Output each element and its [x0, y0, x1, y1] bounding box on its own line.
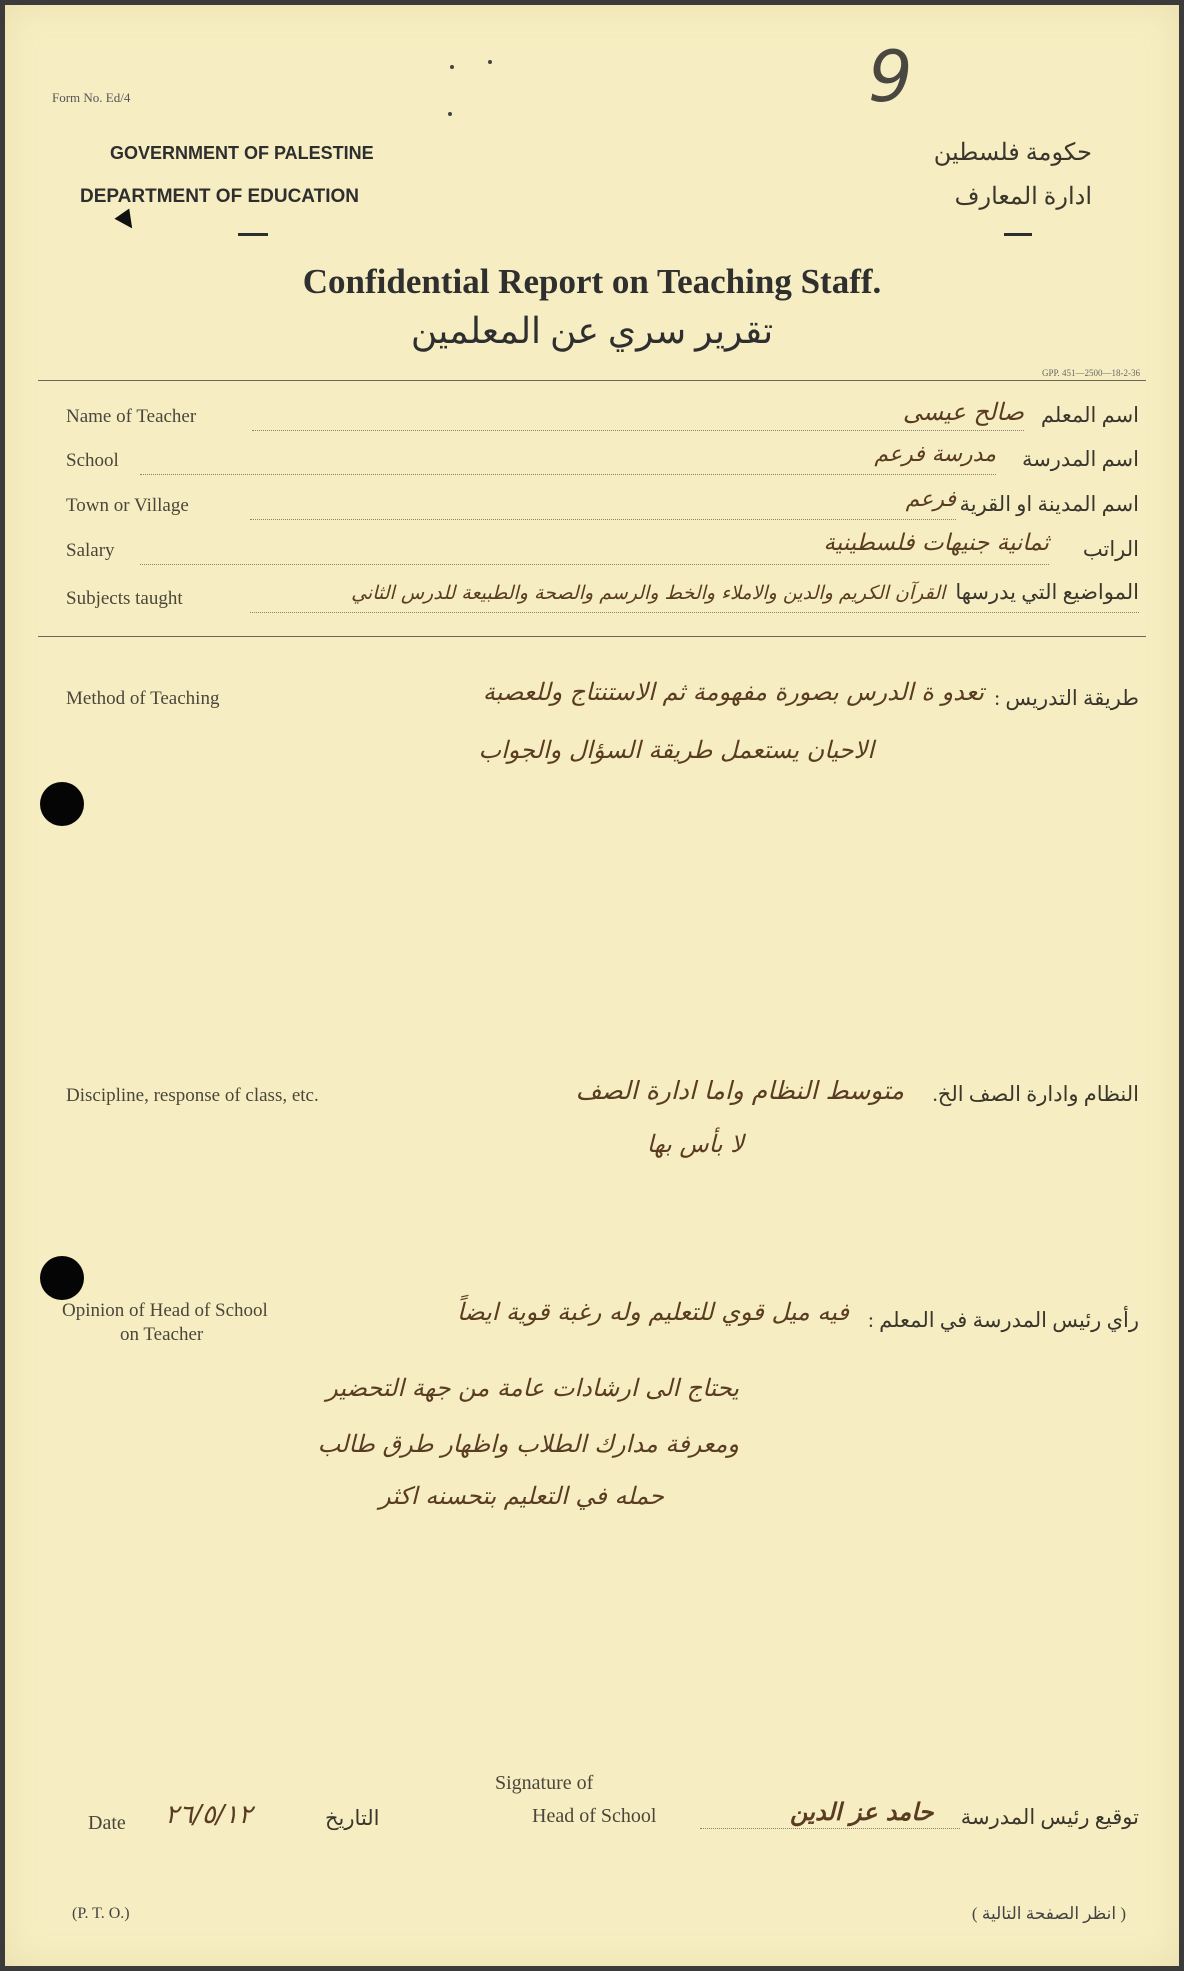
- salary-rule: [140, 564, 1049, 565]
- subjects-value: القرآن الكريم والدين والاملاء والخط والرسم والصحة والطبيعة للدرس الثاني: [351, 582, 946, 604]
- school-rule: [140, 474, 996, 475]
- method-line-1: تعدو ة الدرس بصورة مفهومة ثم الاستنتاج وللعصبة: [482, 678, 984, 706]
- punch-hole-lower: [40, 1256, 84, 1300]
- pto-en: (P. T. O.): [72, 1905, 130, 1922]
- discipline-line-2: لا بأس بها: [646, 1130, 744, 1158]
- signature-label-1: Signature of: [495, 1772, 594, 1794]
- opinion-label-en-1: Opinion of Head of School: [62, 1300, 268, 1321]
- method-label-en: Method of Teaching: [66, 688, 220, 709]
- signature-rule: [700, 1828, 960, 1829]
- department-heading-ar: ادارة المعارف: [954, 184, 1092, 210]
- government-heading-en: GOVERNMENT OF PALESTINE: [110, 143, 374, 163]
- pto-ar: ( انظر الصفحة التالية ): [971, 1904, 1126, 1923]
- subjects-rule: [250, 612, 1139, 613]
- town-label-ar: اسم المدينة او القرية: [959, 492, 1139, 516]
- opinion-line-2: يحتاج الى ارشادات عامة من جهة التحضير: [326, 1374, 739, 1402]
- teacher-name-rule: [252, 430, 1024, 431]
- salary-label-en: Salary: [66, 540, 115, 561]
- subjects-line: [351, 580, 1139, 605]
- government-heading-ar: حكومة فلسطين: [933, 140, 1092, 166]
- ink-speck: [450, 65, 454, 69]
- subjects-label-en: Subjects taught: [66, 588, 183, 609]
- opinion-line-1: فيه ميل قوي للتعليم وله رغبة قوية ايضاً: [456, 1298, 849, 1326]
- town-rule: [250, 519, 956, 520]
- header-dash-left: [238, 233, 268, 236]
- signature-value: حامد عز الدين: [790, 1798, 934, 1826]
- opinion-line-3: ومعرفة مدارك الطلاب واظهار طرق طالب: [317, 1430, 739, 1458]
- school-label-ar: اسم المدرسة: [1021, 447, 1139, 471]
- method-label-ar: طريقة التدريس :: [994, 686, 1139, 710]
- report-title-en: Confidential Report on Teaching Staff.: [302, 262, 882, 301]
- header-dash-right: [1004, 233, 1032, 236]
- opinion-label-en-2: on Teacher: [120, 1324, 204, 1345]
- page-number-handwritten: 9: [868, 36, 913, 118]
- discipline-label-en: Discipline, response of class, etc.: [66, 1085, 319, 1106]
- teacher-name-label-ar: اسم المعلم: [1040, 403, 1139, 427]
- school-value: مدرسة فرعم: [874, 442, 996, 467]
- arrow-mark-icon: [114, 208, 139, 233]
- school-label-en: School: [66, 450, 119, 471]
- opinion-line-4: حمله في التعليم بتحسنه اكثر: [379, 1482, 664, 1510]
- signature-label-2: Head of School: [532, 1805, 657, 1827]
- salary-label-ar: الراتب: [1082, 537, 1139, 561]
- salary-value: ثمانية جنيهات فلسطينية: [823, 530, 1049, 556]
- title-rule: [38, 380, 1146, 381]
- department-heading-en: DEPARTMENT OF EDUCATION: [80, 186, 360, 207]
- discipline-line-1: متوسط النظام واما ادارة الصف: [575, 1076, 904, 1105]
- print-code: GPP. 451—2500—18-2-36: [1041, 368, 1140, 378]
- form-number: Form No. Ed/4: [52, 90, 131, 105]
- teacher-name-label-en: Name of Teacher: [66, 406, 197, 427]
- method-line-2: الاحيان يستعمل طريقة السؤال والجواب: [478, 736, 874, 764]
- fields-bottom-rule: [38, 636, 1146, 637]
- opinion-label-ar: رأي رئيس المدرسة في المعلم :: [868, 1308, 1139, 1332]
- signature-label-ar: توقيع رئيس المدرسة: [960, 1805, 1139, 1829]
- discipline-label-ar: النظام وادارة الصف الخ.: [932, 1082, 1139, 1106]
- town-value: فرعم: [905, 487, 956, 512]
- date-value: ٢٦/٥/١٢: [165, 1800, 253, 1830]
- ink-speck: [448, 112, 452, 116]
- report-title-ar: تقرير سري عن المعلمين: [410, 311, 774, 351]
- date-label-en: Date: [88, 1812, 126, 1834]
- subjects-label-ar-inline: المواضيع التي يدرسها: [955, 580, 1139, 604]
- punch-hole-upper: [40, 782, 84, 826]
- ink-speck: [488, 60, 492, 64]
- town-label-en: Town or Village: [66, 495, 189, 516]
- teacher-name-value: صالح عيسى: [902, 398, 1024, 426]
- date-label-ar: التاريخ: [325, 1806, 380, 1830]
